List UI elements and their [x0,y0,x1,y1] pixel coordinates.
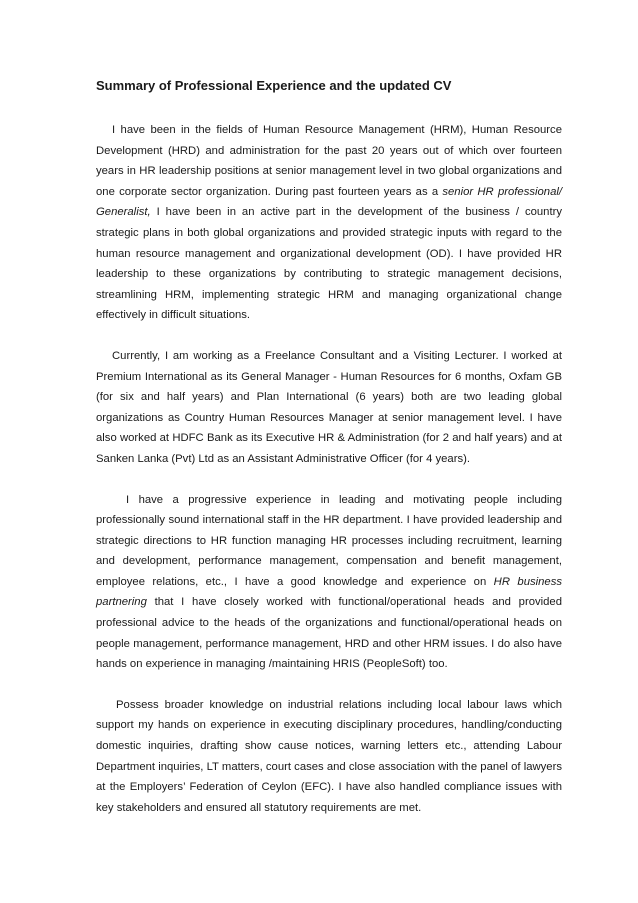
document-title: Summary of Professional Experience and the updated CV [96,78,452,93]
paragraph-hr-experience [96,120,562,326]
emphasis-text: senior HR professional/ Generalist, [96,185,562,219]
paragraph-text: I have a progressive experience in leading and motivating people including professionally sound international staff in the HR department. I have provided leadership and strategic directions to HR function managing HR processes including recruitment, learning and development, performance management, compensation and benefit management, employee relations, etc., I have a good knowledge and experience on [96,493,562,588]
paragraph-text: that I have closely worked with functional/operational heads and provided professional advice to the heads of the organizations and functional/operational heads on people management, performance management, HRD and other HRM issues. I do also have hands on experience in managing /maintaining HRIS (PeopleSoft) too. [96,596,562,671]
paragraph-text: I have been in an active part in the development of the business / country strategic plans in both global organizations and provided strategic inputs with regard to the human resource management and organizational development (OD). I have provided HR leadership to these organizations by contributing to strategic management decisions, streamlining HRM, implementing strategic HRM and managing organizational change effectively in difficult situations. [96,206,562,322]
paragraph-text: I have been in the fields of Human Resource Management (HRM), Human Resource Development (HRD) and administration for the past 20 years out of which over fourteen years in HR leadership positions at senior management level in two global organizations and one corporate sector organization. During past fourteen years as a [96,124,562,198]
paragraph-leadership [96,490,562,675]
paragraph-industrial-relations: Possess broader knowledge on industrial relations including local labour laws which support my hands on experience in executing disciplinary procedures, handling/conducting domestic inquiries, drafting show cause notices, warning letters etc., attending Labour Department inquiries, LT matters, court cases and close association with the panel of lawyers at the Employers’ Federation of Ceylon (EFC). I have also handled compliance issues with key stakeholders and ensured all statutory requirements are met. [96,698,562,814]
emphasis-text: HR business partnering [96,575,563,609]
paragraph-current-role: Currently, I am working as a Freelance Consultant and a Visiting Lecturer. I worked at Premium International as its General Manager - Human Resources for 6 months, Oxfam GB (for six and half years) and Plan International (6 years) both are two leading global organizations as Country Human Resources Manager at senior management level. I have also worked at HDFC Bank as its Executive HR & Administration (for 2 and half years) and at Sanken Lanka (Pvt) Ltd as an Assistant Administrative Officer (for 4 years). [96,349,562,465]
